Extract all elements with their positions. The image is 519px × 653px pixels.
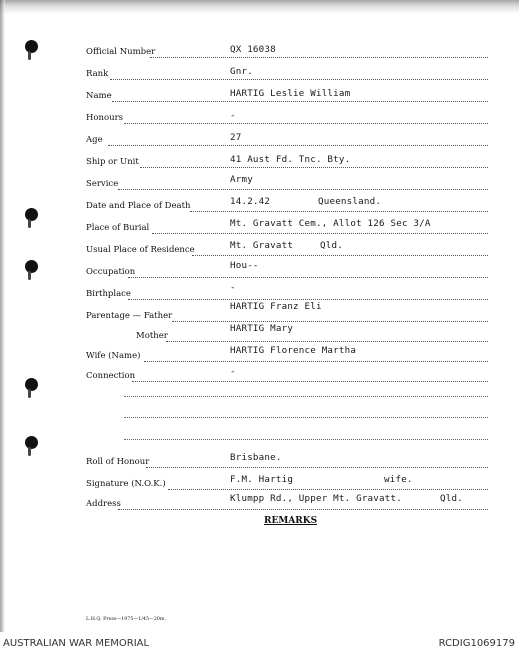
roll-of-honour-value: Brisbane. [230, 452, 282, 463]
remarks-heading: REMARKS [264, 516, 318, 526]
connection-line [132, 381, 488, 382]
archive-footer [0, 632, 519, 653]
honours-value: - [230, 110, 236, 121]
punch-hole [25, 436, 38, 449]
wife-value: HARTIG Florence Martha [230, 345, 357, 356]
father-line [172, 321, 488, 322]
service-line [118, 189, 488, 190]
honours-line [124, 123, 488, 124]
place-of-burial-label: Place of Burial [86, 223, 150, 233]
occupation-line [128, 277, 488, 278]
address-value: Klumpp Rd., Upper Mt. Gravatt. [230, 493, 402, 504]
rank-line [110, 79, 488, 80]
usual-residence-state: Qld. [320, 240, 343, 251]
address-state: Qld. [440, 493, 463, 504]
age-value: 27 [230, 132, 242, 143]
date-place-death-line [190, 211, 488, 212]
name-value: HARTIG Leslie William [230, 88, 351, 99]
connection-blank-line [124, 439, 488, 440]
footer-institution: AUSTRALIAN WAR MEMORIAL [3, 638, 150, 649]
official-number-line [150, 57, 488, 58]
connection-label: Connection [86, 371, 136, 381]
scan-edge-left [0, 0, 5, 632]
rank-value: Gnr. [230, 66, 253, 77]
signature-label: Signature (N.O.K.) [86, 479, 166, 489]
birthplace-line [128, 299, 488, 300]
place-of-death-value: Queensland. [318, 196, 382, 207]
roll-of-honour-line [146, 467, 488, 468]
connection-blank-line [124, 396, 488, 397]
name-line [112, 101, 488, 102]
occupation-value: Hou-- [230, 260, 259, 271]
ship-or-unit-line [140, 167, 488, 168]
father-label: Parentage — Father [86, 311, 173, 321]
occupation-label: Occupation [86, 267, 136, 277]
age-label: Age [86, 135, 103, 145]
usual-residence-value: Mt. Gravatt [230, 240, 294, 251]
scan-edge-top [0, 0, 519, 14]
honours-label: Honours [86, 113, 124, 123]
signature-value: F.M. Hartig [230, 474, 294, 485]
punch-hole [25, 260, 38, 273]
rank-label: Rank [86, 69, 109, 79]
punch-hole [25, 378, 38, 391]
father-value: HARTIG Franz Eli [230, 301, 322, 312]
official-number-value: QX 16038 [230, 44, 276, 55]
printer-imprint: L.H.Q. Press—1975—1/45—20m. [86, 617, 166, 622]
place-of-burial-line [152, 233, 488, 234]
ship-or-unit-label: Ship or Unit [86, 157, 139, 167]
roll-of-honour-label: Roll of Honour [86, 457, 150, 467]
punch-hole [25, 208, 38, 221]
ship-or-unit-value: 41 Aust Fd. Tnc. Bty. [230, 154, 351, 165]
birthplace-value: - [230, 282, 236, 293]
wife-label: Wife (Name) [86, 351, 141, 361]
mother-label: Mother [136, 331, 168, 341]
birthplace-label: Birthplace [86, 289, 131, 299]
address-label: Address [86, 499, 121, 509]
name-label: Name [86, 91, 112, 101]
service-label: Service [86, 179, 119, 189]
usual-residence-line [192, 255, 488, 256]
service-value: Army [230, 174, 253, 185]
official-number-label: Official Number [86, 47, 156, 57]
connection-value: - [230, 366, 236, 377]
age-line [108, 145, 488, 146]
address-line [118, 509, 488, 510]
place-of-burial-value: Mt. Gravatt Cem., Allot 126 Sec 3/A [230, 218, 431, 229]
signature-line [168, 489, 488, 490]
wife-line [144, 361, 488, 362]
footer-record-id: RCDIG1069179 [438, 638, 515, 649]
usual-residence-label: Usual Place of Residence [86, 245, 195, 255]
date-place-death-label: Date and Place of Death [86, 201, 191, 211]
punch-hole [25, 40, 38, 53]
mother-line [166, 341, 488, 342]
mother-value: HARTIG Mary [230, 323, 294, 334]
date-of-death-value: 14.2.42 [230, 196, 271, 207]
signature-relation: wife. [384, 474, 413, 485]
connection-blank-line [124, 417, 488, 418]
